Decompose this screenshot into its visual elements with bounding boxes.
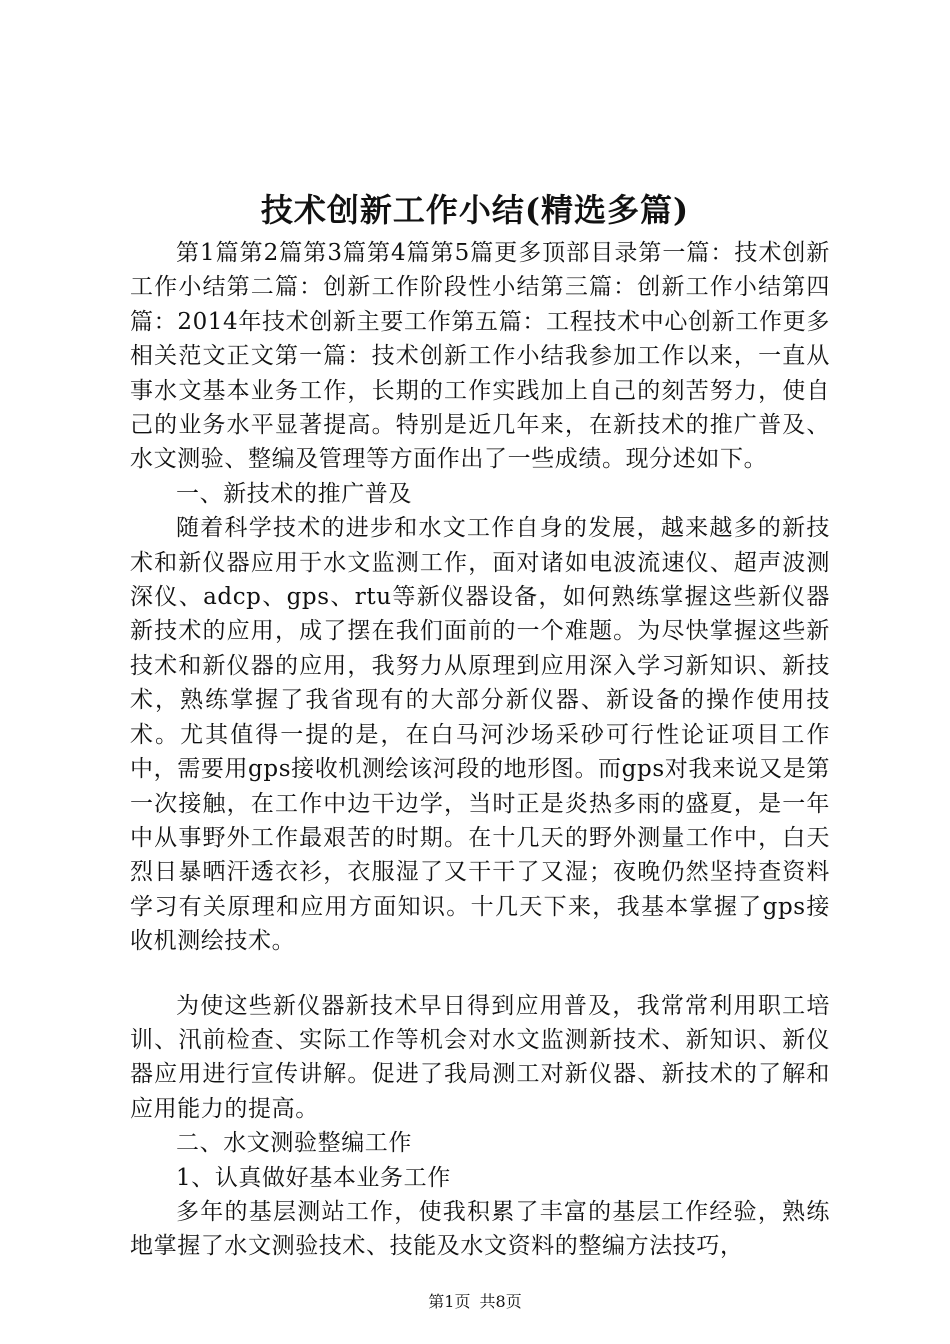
subsection-heading-1: 1、认真做好基本业务工作 — [176, 1164, 451, 1191]
page-number: 第1页 — [428, 1292, 471, 1311]
page-footer — [0, 1290, 950, 1314]
paragraph-promotion: 为使这些新仪器新技术早日得到应用普及，我常常利用职工培训、汛前检查、实际工作等机会对水文监测新技术、新知识、新仪器应用进行宣传讲解。促进了我局测工对新仪器、新技术的了解和应用能力的提高。 — [130, 992, 830, 1122]
section-heading-1: 一、新技术的推广普及 — [176, 480, 412, 507]
paragraph-experience: 多年的基层测站工作，使我积累了丰富的基层工作经验，熟练地掌握了水文测验技术、技能及水文资料的整编方法技巧， — [130, 1198, 830, 1260]
document-title: 技术创新工作小结(精选多篇) — [260, 191, 690, 229]
document-body — [130, 236, 830, 1264]
paragraph-intro: 第1篇第2篇第3篇第4篇第5篇更多顶部目录第一篇：技术创新工作小结第二篇：创新工作阶段性小结第三篇：创新工作小结第四篇：2014年技术创新主要工作第五篇：工程技术中心创新工作更多相关范文正文第一篇：技术创新工作小结我参加工作以来，一直从事水文基本业务工作，长期的工作实践加上自己的刻苦努力，使自己的业务水平显著提高。特别是近几年来，在新技术的推广普及、水文测验、整编及管理等方面作出了一些成绩。现分述如下。 — [130, 240, 830, 473]
paragraph-gap — [130, 959, 830, 989]
page-total: 共8页 — [479, 1292, 522, 1311]
paragraph-new-tech: 随着科学技术的进步和水文工作自身的发展，越来越多的新技术和新仪器应用于水文监测工作，面对诸如电波流速仪、超声波测深仪、adcp、gps、rtu等新仪器设备，如何熟练掌握这些新仪器新技术的应用，成了摆在我们面前的一个难题。为尽快掌握这些新技术和新仪器的应用，我努力从原理到应用深入学习新知识、新技术，熟练掌握了我省现有的大部分新仪器、新设备的操作使用技术。尤其值得一提的是，在白马河沙场采砂可行性论证项目工作中，需要用gps接收机测绘该河段的地形图。而gps对我来说又是第一次接触，在工作中边干边学，当时正是炎热多雨的盛夏，是一年中从事野外工作最艰苦的时期。在十几天的野外测量工作中，白天烈日暴晒汗透衣衫，衣服湿了又干干了又湿；夜晚仍然坚持查资料学习有关原理和应用方面知识。十几天下来，我基本掌握了gps接收机测绘技术。 — [130, 515, 830, 955]
section-heading-2: 二、水文测验整编工作 — [176, 1130, 412, 1157]
